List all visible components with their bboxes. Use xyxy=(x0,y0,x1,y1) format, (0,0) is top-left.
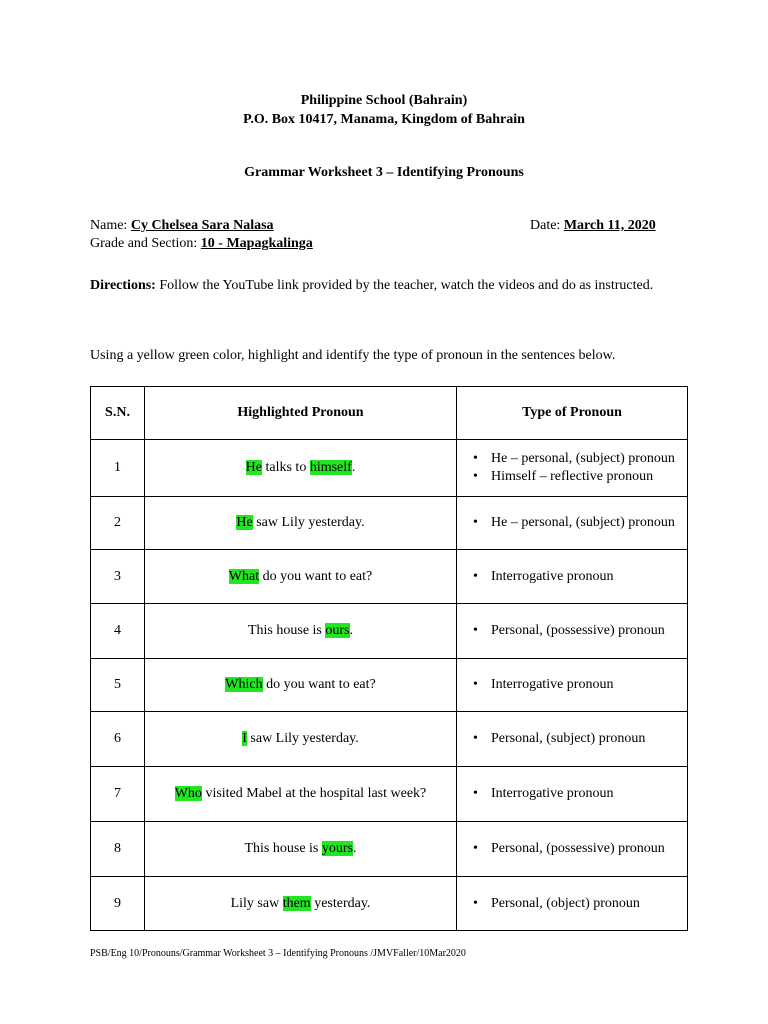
row-number: 7 xyxy=(91,767,145,822)
type-item: • Interrogative pronoun xyxy=(465,785,685,803)
row-number: 9 xyxy=(91,877,145,931)
school-name: Philippine School (Bahrain) xyxy=(300,93,468,108)
type-cell xyxy=(457,712,688,767)
sentence-text: This house is xyxy=(244,841,322,856)
sentence-text: saw Lily yesterday. xyxy=(252,515,365,530)
type-list xyxy=(465,785,685,803)
type-list xyxy=(465,568,685,586)
table-row xyxy=(91,550,688,604)
highlighted-pronoun: He xyxy=(245,460,262,475)
header-sn: S.N. xyxy=(91,387,145,440)
highlighted-pronoun: Which xyxy=(225,677,263,692)
sentence-text: yesterday. xyxy=(310,895,371,911)
date-label: Date: xyxy=(530,218,561,233)
sentence-cell xyxy=(145,822,457,877)
type-cell xyxy=(457,659,688,712)
highlighted-pronoun: Who xyxy=(174,786,202,801)
table-row xyxy=(91,659,688,712)
sentence-text: do you want to eat? xyxy=(259,568,373,584)
sentence-text: . xyxy=(351,460,356,475)
sentence-text: saw Lily yesterday. xyxy=(246,731,359,746)
sentence-cell xyxy=(145,604,457,659)
row-number: 4 xyxy=(91,604,145,659)
school-address: P.O. Box 10417, Manama, Kingdom of Bahrain xyxy=(243,112,525,127)
grade-label: Grade and Section: xyxy=(90,236,198,251)
type-cell xyxy=(457,877,688,931)
sentence-cell xyxy=(145,550,457,604)
highlighted-pronoun: himself xyxy=(309,460,352,475)
type-cell xyxy=(457,497,688,550)
sentence-text: Lily saw xyxy=(230,895,283,911)
sentence-cell xyxy=(145,440,457,497)
type-item: • Himself – reflective pronoun xyxy=(465,468,685,486)
type-cell xyxy=(457,604,688,659)
header-highlighted-pronoun: Highlighted Pronoun xyxy=(145,387,457,440)
date-value: March 11, 2020 xyxy=(563,218,656,233)
type-item: • Interrogative pronoun xyxy=(465,676,685,694)
sentence-text: talks to xyxy=(261,460,310,475)
row-number: 5 xyxy=(91,659,145,712)
type-list xyxy=(465,895,685,913)
highlighted-pronoun: What xyxy=(228,568,260,584)
sentence-text: This house is xyxy=(247,623,326,638)
type-list xyxy=(465,450,685,486)
type-item: • He – personal, (subject) pronoun xyxy=(465,450,685,468)
type-list xyxy=(465,676,685,694)
table-row xyxy=(91,712,688,767)
sentence-text: do you want to eat? xyxy=(262,677,376,692)
row-number: 2 xyxy=(91,497,145,550)
sentence-text: . xyxy=(353,841,357,856)
sentence-text: . xyxy=(349,623,353,638)
highlighted-pronoun: them xyxy=(282,895,311,911)
highlighted-pronoun: ours xyxy=(325,623,350,638)
sentence-cell xyxy=(145,877,457,931)
worksheet-title: Grammar Worksheet 3 – Identifying Pronouns xyxy=(244,165,524,180)
table-row xyxy=(91,822,688,877)
directions xyxy=(90,277,660,295)
table-row xyxy=(91,440,688,497)
directions-label: Directions: xyxy=(90,278,156,293)
type-item: • Personal, (possessive) pronoun xyxy=(465,840,685,858)
sentence-cell xyxy=(145,497,457,550)
type-item: • Personal, (object) pronoun xyxy=(465,895,685,913)
type-list xyxy=(465,514,685,532)
student-name: Cy Chelsea Sara Nalasa xyxy=(130,218,274,233)
row-number: 8 xyxy=(91,822,145,877)
date-line xyxy=(530,218,656,234)
row-number: 1 xyxy=(91,440,145,497)
table-row xyxy=(91,604,688,659)
name-label: Name: xyxy=(90,218,128,233)
sentence-cell xyxy=(145,659,457,712)
row-number: 3 xyxy=(91,550,145,604)
name-line xyxy=(90,218,274,234)
grade-line xyxy=(90,236,313,252)
directions-text: Follow the YouTube link provided by the teacher, watch the videos and do as instructed. xyxy=(159,278,654,293)
highlighted-pronoun: I xyxy=(242,731,247,746)
sentence-cell xyxy=(145,712,457,767)
type-cell xyxy=(457,550,688,604)
sentence-text: visited Mabel at the hospital last week? xyxy=(201,786,427,801)
table-row xyxy=(91,877,688,931)
type-list xyxy=(465,730,685,748)
grade-value: 10 - Mapagkalinga xyxy=(200,236,313,251)
table-row xyxy=(91,767,688,822)
type-cell xyxy=(457,767,688,822)
type-list xyxy=(465,622,685,640)
highlighted-pronoun: He xyxy=(236,515,253,530)
type-item: • Interrogative pronoun xyxy=(465,568,685,586)
type-cell xyxy=(457,822,688,877)
type-item: • Personal, (subject) pronoun xyxy=(465,730,685,748)
table-body xyxy=(91,440,688,931)
footer-text: PSB/Eng 10/Pronouns/Grammar Worksheet 3 – Identifying Pronouns /JMVFaller/10Mar2020 xyxy=(90,948,466,959)
type-item: • He – personal, (subject) pronoun xyxy=(465,514,685,532)
pronoun-table xyxy=(90,386,688,931)
table-row xyxy=(91,497,688,550)
type-list xyxy=(465,840,685,858)
sentence-cell xyxy=(145,767,457,822)
header-type-of-pronoun: Type of Pronoun xyxy=(457,387,688,440)
type-cell xyxy=(457,440,688,497)
row-number: 6 xyxy=(91,712,145,767)
instruction-text: Using a yellow green color, highlight and identify the type of pronoun in the sentences below. xyxy=(90,348,616,363)
highlighted-pronoun: yours xyxy=(321,841,353,856)
table-header-row xyxy=(91,387,688,440)
type-item: • Personal, (possessive) pronoun xyxy=(465,622,685,640)
